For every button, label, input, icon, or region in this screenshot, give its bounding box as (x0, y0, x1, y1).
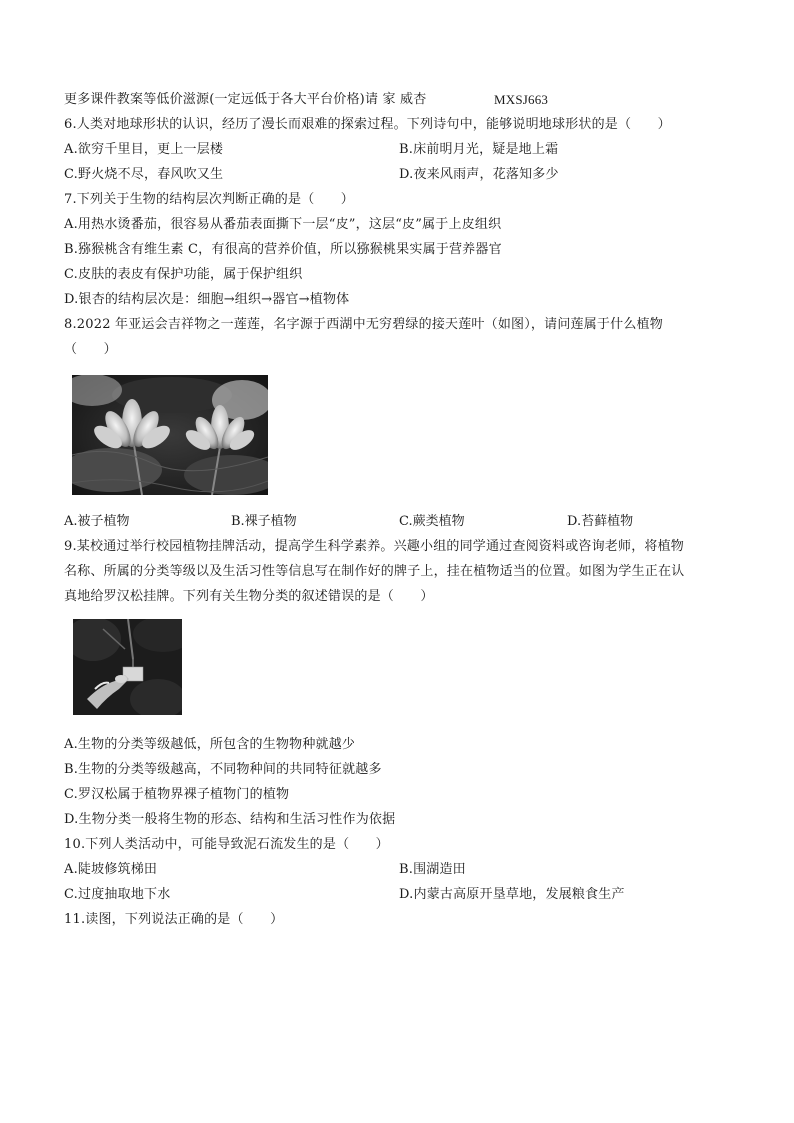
question-10-option-d: D.内蒙古高原开垦草地，发展粮食生产 (399, 887, 625, 902)
question-10-stem: 10.下列人类活动中，可能导致泥石流发生的是（ ） (64, 837, 389, 852)
question-9-stem-line3: 真地给罗汉松挂牌。下列有关生物分类的叙述错误的是（ ） (64, 589, 434, 604)
lotus-photo-graphic (72, 375, 268, 495)
question-8-stem: 8.2022 年亚运会吉祥物之一莲莲，名字源于西湖中无穷碧绿的接天莲叶（如图），请问莲属于什么植物 (64, 317, 663, 332)
question-7-option-c: C.皮肤的表皮有保护功能，属于保护组织 (64, 267, 303, 282)
tree-tag-photo (73, 619, 182, 715)
question-6-option-a: A.欲穷千里目，更上一层楼 (64, 142, 224, 157)
question-6-option-d: D.夜来风雨声，花落知多少 (399, 167, 559, 182)
question-10-option-a: A.陡坡修筑梯田 (64, 862, 158, 877)
question-6-option-c: C.野火烧不尽，春风吹又生 (64, 167, 224, 182)
question-9-stem-line2: 名称、所属的分类等级以及生活习性等信息写在制作好的牌子上，挂在植物适当的位置。如图为学生正在认 (64, 564, 685, 579)
question-7-option-d: D.银杏的结构层次是：细胞→组织→器官→植物体 (64, 292, 350, 307)
question-11-stem: 11.读图，下列说法正确的是（ ） (64, 912, 284, 927)
question-10-option-c: C.过度抽取地下水 (64, 887, 171, 902)
question-9-option-d: D.生物分类一般将生物的形态、结构和生活习性作为依据 (64, 812, 396, 827)
question-8-option-a: A.被子植物 (64, 514, 130, 529)
question-6-stem: 6.人类对地球形状的认识，经历了漫长而艰难的探索过程。下列诗句中，能够说明地球形状的是（ ） (64, 117, 671, 132)
question-8-stem-paren: （ ） (64, 342, 117, 357)
question-9-option-b: B.生物的分类等级越高，不同物种间的共同特征就越多 (64, 762, 382, 777)
question-9-option-a: A.生物的分类等级越低，所包含的生物物种就越少 (64, 737, 356, 752)
question-7-stem: 7.下列关于生物的结构层次判断正确的是（ ） (64, 192, 355, 207)
question-8-option-d: D.苔藓植物 (567, 514, 634, 529)
question-10-option-b: B.围湖造田 (399, 862, 466, 877)
promo-text: 更多课件教案等低价滋源(一定远低于各大平台价格)请 家 威杏 (64, 92, 427, 107)
question-7-option-a: A.用热水烫番茄，很容易从番茄表面撕下一层“皮”，这层“皮”属于上皮组织 (64, 217, 502, 232)
question-8-option-c: C.蕨类植物 (399, 514, 465, 529)
question-6-option-b: B.床前明月光，疑是地上霜 (399, 142, 559, 157)
question-8-option-b: B.裸子植物 (231, 514, 297, 529)
question-9-stem-line1: 9.某校通过举行校园植物挂牌活动，提高学生科学素养。兴趣小组的同学通过查阅资料或咨询老师，将植物 (64, 539, 685, 554)
promo-code: MXSJ663 (494, 92, 549, 107)
tree-tag-photo-graphic (73, 619, 182, 715)
question-9-option-c: C.罗汉松属于植物界裸子植物门的植物 (64, 787, 290, 802)
lotus-photo (72, 375, 268, 495)
question-7-option-b: B.猕猴桃含有维生素 C，有很高的营养价值，所以猕猴桃果实属于营养器官 (64, 242, 502, 257)
